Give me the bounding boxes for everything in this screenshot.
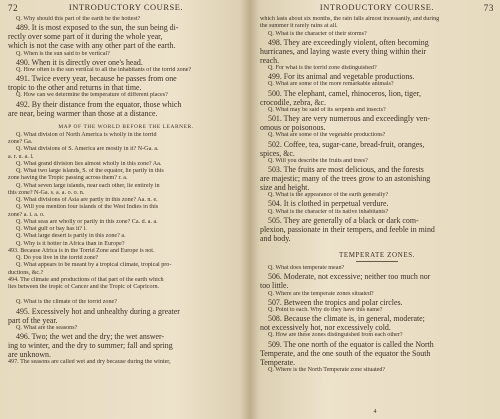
question-text-line: Q. How often is the sun vertical to all the inhabitants of the torrid zone? [16, 66, 192, 73]
right-page-header [260, 3, 494, 15]
question-text-line: Q. Why is it hotter in Africa than in Europe? [16, 240, 125, 247]
question-text-line: Q. Point to each. Why do they have this name? [268, 306, 383, 313]
question-text-line: Q. What seas are wholly or partly in this zone? Ca. d. a. a. [16, 218, 158, 225]
answer-text-line: 508. Because the climate is, in general, moderate; [268, 314, 425, 324]
question-text-line: 497. The seasons are called wet and dry because during the winter, [8, 359, 171, 366]
question-text-line: zone? a. i. a. o. [8, 211, 45, 218]
answer-text-line: 499. For its animal and vegetable productions. [268, 72, 415, 82]
question-text-line: 494. The climate and productions of that part of the earth which [8, 276, 164, 283]
right-running-title: INTRODUCTORY COURSE. [319, 3, 435, 12]
signature-mark: 4 [373, 409, 377, 415]
spacer [260, 243, 494, 251]
question-text-line: Q. When is the sun said to be vertical? [16, 50, 110, 57]
answer-text-line: too little. [260, 281, 289, 291]
answer-text-line: are near, being warmer than those at a distance. [8, 108, 158, 118]
question-text-line: Q. What seven large islands, near each other, lie entirely in [16, 182, 160, 189]
answer-text-line: part of the year. [8, 315, 58, 325]
question-text-line: Q. What appears to be meant by a tropical climate, tropical pro- [16, 262, 172, 269]
answer-text-line: 502. Coffee, tea, sugar-cane, bread-fruit, oranges, [268, 139, 425, 149]
answer-text-line: crocodile, zebra, &c. [260, 97, 326, 107]
section-heading: TEMPERATE ZONES. [338, 251, 416, 260]
question-text-line: Q. How are these zones distinguished from each other? [268, 332, 403, 339]
question-text-line: Q. What does temperate mean? [268, 265, 345, 272]
answer-text-line: are majestic; many of the trees grow to an astonishing [260, 174, 431, 184]
question-text-line: lies between the tropic of Cancer and the Tropic of Capricorn. [8, 284, 160, 290]
question-text-line: Q. What are some of the vegetable productions? [268, 132, 386, 139]
question-text-line: Q. What grand division lies almost wholly in this zone? Aa. [16, 160, 162, 167]
question-text-line: which lasts about six months, the rain falls almost incessantly, and during [260, 16, 440, 22]
answer-text-line: Temperate, and the one south of the equator the South [260, 348, 431, 358]
question-text-line: Q. Do you live in the torrid zone? [16, 255, 99, 261]
left-page-body [8, 16, 244, 366]
question-text-line: zone? Ga. [8, 139, 33, 145]
question-text-line: Q. What are the seasons? [16, 324, 78, 331]
answer-text-line: 501. They are very numerous and exceedingly ven- [268, 114, 430, 124]
answer-text-line: and body. [260, 234, 291, 243]
question-text-line: Q. What large desert is partly in this zone? a. [16, 233, 126, 240]
answer-text-line: 498. They are exceedingly violent, often becoming [268, 37, 429, 47]
question-text-line: Q. What may be said of its serpents and insects? [268, 106, 386, 113]
answer-text-line: 509. The one north of the equator is called the North [268, 339, 434, 349]
answer-text-line: size and height. [260, 183, 310, 193]
question-text-line: Q. Will you mention four islands of the West Indies in this [16, 204, 159, 211]
answer-text-line: 489. It is most exposed to the sun, the sun being di- [16, 23, 179, 33]
answer-text-line: ing to winter, and the dry to summer; fall and spring [8, 341, 173, 351]
question-text-line: ductions, &c.? [8, 269, 44, 276]
question-text-line: this zone? N-Ga. s. a. a. o. o. n. [8, 189, 85, 196]
answer-text-line: reach. [260, 55, 280, 65]
right-page-number: 73 [483, 3, 494, 13]
question-text-line: zone having the Tropic passing across them? r. a. [8, 175, 128, 182]
answer-text-line: 495. Excessively hot and unhealthy during a greater [16, 306, 180, 316]
answer-text-line: 490. When it is directly over one's head. [16, 57, 143, 67]
answer-text-line: 505. They are generally of a black or dark com- [268, 215, 419, 225]
right-page-body [260, 16, 494, 374]
answer-text-line: not excessively hot, nor excessively cold. [260, 323, 391, 333]
right-page [250, 0, 500, 419]
answer-text-line: Temperate. [260, 357, 296, 367]
answer-text-line: 492. By their distance from the equator, those which [16, 99, 182, 109]
answer-text-line: which is not the case with any other part of the earth. [8, 41, 176, 51]
answer-text-line: tropic to the other and returns in that time. [8, 83, 142, 93]
question-text-line: Q. What are some of the more remarkable animals? [268, 81, 394, 88]
answer-text-line: plexion, passionate in their tempers, and feeble in mind [260, 224, 435, 234]
question-text-line: Q. What is the character of its native inhabitants? [268, 208, 389, 215]
left-page-number: 72 [8, 3, 19, 13]
answer-text-line: 503. The fruits are most delicious, and the forests [268, 164, 424, 174]
question-text-line: Q. Where is the North Temperate zone situated? [268, 366, 386, 373]
left-page-header [8, 3, 244, 15]
question-text-line: Q. What divisions of S. America are mostly in it? N-Ga. a. [16, 146, 159, 153]
question-text-line: Q. How can we determine the temperature of different places? [16, 92, 168, 99]
answer-text-line: rectly over some part of it during the whole year, [8, 32, 163, 42]
question-text-line: Q. What divisions of Asia are partly in this zone? Aa. n. e. [16, 197, 158, 203]
question-text-line: Q. What two large islands, S. of the equator, lie partly in this [16, 168, 164, 174]
question-text-line: Q. Where are the temperate zones situated? [268, 290, 374, 297]
question-text-line: Q. For what is the torrid zone distinguished? [268, 65, 377, 72]
question-text-line: Q. What is the appearance of the earth generally? [268, 192, 389, 199]
left-running-title: INTRODUCTORY COURSE. [68, 3, 184, 12]
answer-text-line: 504. It is clothed in perpetual verdure. [268, 199, 389, 209]
question-text-line: Q. Why should this part of the earth be the hottest? [16, 16, 141, 22]
answer-text-line: 500. The elephant, camel, rhinoceros, lion, tiger, [268, 88, 421, 98]
question-text-line: Q. What is the character of their storms? [268, 30, 367, 37]
question-text-line: Q. What is the climate of the torrid zone? [16, 299, 117, 306]
answer-text-line: 507. Between the tropics and polar circles. [268, 297, 403, 307]
question-text-line: a. r. u. a. l. [8, 153, 34, 160]
question-text-line: Q. What gulf or bay has it? l. [16, 226, 87, 232]
answer-text-line: are unknown. [8, 350, 51, 360]
question-text-line: Q. Will you describe the fruits and trees? [268, 157, 368, 164]
section-rule [356, 261, 398, 262]
answer-text-line: spices, &c. [260, 148, 295, 158]
section-heading: MAP OF THE WORLD BEFORE THE LEARNER. [58, 123, 194, 130]
question-text-line: 493. Because Africa is in the Torrid Zone and Europe is not. [8, 247, 155, 254]
question-text-line: the summer it rarely rains at all. [260, 23, 338, 30]
question-text-line: Q. What division of North America is wholly in the torrid [16, 131, 157, 138]
answer-text-line: omous or poisonous. [260, 123, 326, 133]
answer-text-line: 496. Two; the wet and the dry; the wet answer- [16, 331, 165, 341]
spacer [8, 291, 244, 299]
answer-text-line: 491. Twice every year, because he passes from one [16, 74, 177, 84]
answer-text-line: 506. Moderate, not excessive; neither too much nor [268, 272, 431, 282]
answer-text-line: hurricanes, and laying waste every thing within their [260, 46, 427, 56]
